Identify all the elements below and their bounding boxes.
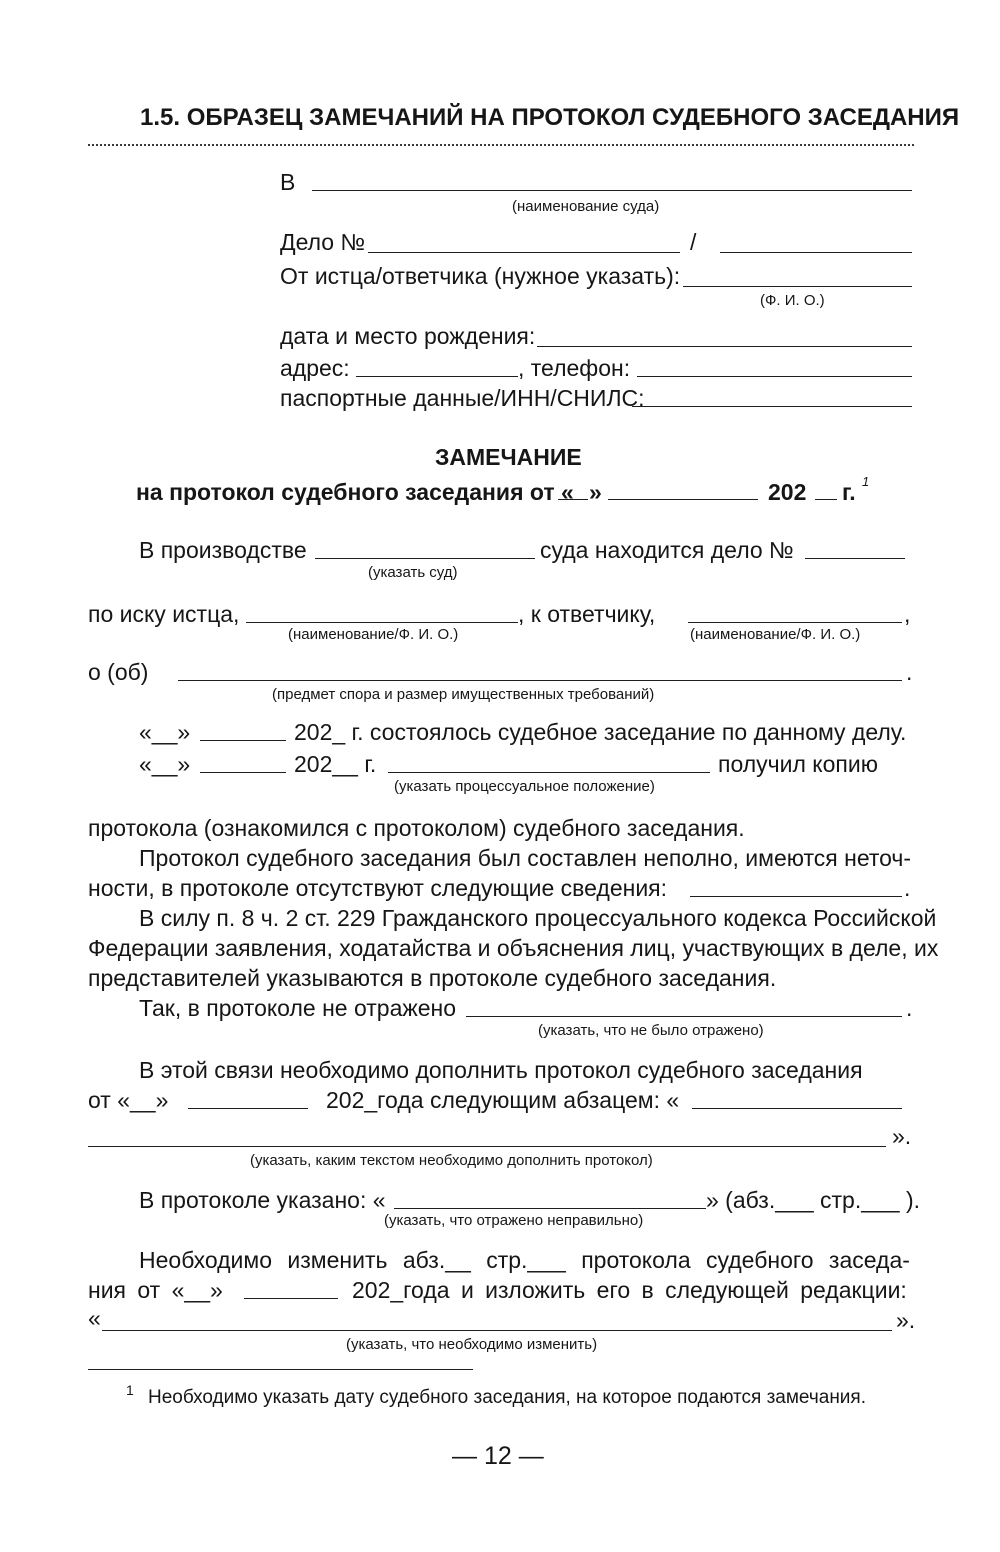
subtitle-month-field[interactable] xyxy=(608,499,758,500)
p3-text: о (об) xyxy=(88,659,149,685)
doc-title: ЗАМЕЧАНИЕ xyxy=(435,444,582,470)
p11-caption: (указать, что отражено неправильно) xyxy=(384,1212,644,1229)
p10-line2a: от «__» xyxy=(88,1087,169,1113)
p3-end: . xyxy=(906,659,913,685)
p2-text1: по иску истца, xyxy=(88,601,240,627)
footnote-number: 1 xyxy=(126,1382,134,1398)
p12-new-text-field[interactable] xyxy=(102,1330,892,1331)
case-separator: / xyxy=(690,229,697,255)
phone-label: , телефон: xyxy=(518,355,631,381)
footnote-text: Необходимо указать дату судебного заседания, на которое подаются замечания. xyxy=(148,1387,866,1408)
doc-subtitle-part1: на протокол судебного заседания от « xyxy=(136,479,574,505)
p9-caption: (указать, что не было отражено) xyxy=(538,1022,764,1039)
phone-field[interactable] xyxy=(637,376,912,377)
page-title: 1.5. ОБРАЗЕЦ ЗАМЕЧАНИЙ НА ПРОТОКОЛ СУДЕБНОГО ЗАСЕДАНИЯ xyxy=(140,104,960,131)
birth-field[interactable] xyxy=(537,346,912,347)
p2-defendant-field[interactable] xyxy=(688,622,902,623)
to-prefix: В xyxy=(280,169,296,195)
p7-line1: Протокол судебного заседания был составлен неполно, имеются неточ- xyxy=(139,845,912,871)
p10-text-field-1[interactable] xyxy=(692,1108,902,1109)
p11-text-b: » (абз.___ стр.___ ). xyxy=(706,1187,921,1213)
p9-text: Так, в протоколе не отражено xyxy=(139,995,457,1021)
passport-field[interactable] xyxy=(632,406,912,407)
p10-text-field-2[interactable] xyxy=(88,1146,886,1147)
subtitle-day-field[interactable] xyxy=(558,499,588,500)
case-label: Дело № xyxy=(280,229,366,255)
p10-line1: В этой связи необходимо дополнить протокол судебного заседания xyxy=(139,1057,863,1083)
p5-month-field[interactable] xyxy=(200,772,286,773)
dotted-divider xyxy=(88,144,914,146)
address-label: адрес: xyxy=(280,355,350,381)
p3-subject-field[interactable] xyxy=(178,680,902,681)
p1-court-field[interactable] xyxy=(315,558,535,559)
birth-label: дата и место рождения: xyxy=(280,323,536,349)
p12-line1: Необходимо изменить абз.__ стр.___ протокола судебного заседа- xyxy=(139,1247,910,1273)
from-label: От истца/ответчика (нужное указать): xyxy=(280,263,681,289)
doc-subtitle-g: г. xyxy=(842,479,856,505)
doc-subtitle-part2: » xyxy=(589,479,602,505)
p10-end: ». xyxy=(892,1123,912,1149)
p2-caption2: (наименование/Ф. И. О.) xyxy=(690,626,861,643)
p12-line2b: 202_года и изложить его в следующей редакции: xyxy=(352,1277,907,1303)
footnote-separator xyxy=(88,1369,473,1370)
p1-text1: В производстве xyxy=(139,537,307,563)
p2-text2: , к ответчику, xyxy=(518,601,656,627)
footnote-ref: 1 xyxy=(862,474,870,489)
p4-month-field[interactable] xyxy=(200,740,286,741)
p10-line2b: 202_года следующим абзацем: « xyxy=(326,1087,680,1113)
p12-line2a: ния от «__» xyxy=(88,1277,223,1303)
p7-missing-field[interactable] xyxy=(690,896,902,897)
p5-caption: (указать процессуальное положение) xyxy=(394,778,655,795)
p8-line1: В силу п. 8 ч. 2 ст. 229 Гражданского процессуального кодекса Российской xyxy=(139,905,937,931)
court-caption: (наименование суда) xyxy=(512,198,660,215)
p2-caption1: (наименование/Ф. И. О.) xyxy=(288,626,459,643)
p1-text2: суда находится дело № xyxy=(540,537,794,563)
page-number: — 12 — xyxy=(452,1442,544,1470)
p10-month-field[interactable] xyxy=(188,1108,308,1109)
p4-quote: «__» xyxy=(139,719,191,745)
p6-text: протокола (ознакомился с протоколом) судебного заседания. xyxy=(88,815,745,841)
p8-line3: представителей указываются в протоколе судебного заседания. xyxy=(88,965,777,991)
p5-end: получил копию xyxy=(718,751,878,777)
p12-month-field[interactable] xyxy=(244,1298,338,1299)
p12-open: « xyxy=(88,1305,101,1331)
p3-caption: (предмет спора и размер имущественных требований) xyxy=(272,686,655,703)
p10-caption: (указать, каким текстом необходимо дополнить протокол) xyxy=(250,1152,653,1169)
doc-subtitle-year: 202 xyxy=(768,479,807,505)
p8-line2: Федерации заявления, ходатайства и объяснения лиц, участвующих в деле, их xyxy=(88,935,939,961)
p12-caption: (указать, что необходимо изменить) xyxy=(346,1336,598,1353)
p11-wrong-field[interactable] xyxy=(394,1208,706,1209)
subtitle-year-field[interactable] xyxy=(815,499,837,500)
p12-end: ». xyxy=(896,1307,916,1333)
p2-end: , xyxy=(904,601,911,627)
p5-quote: «__» xyxy=(139,751,191,777)
court-name-field[interactable] xyxy=(312,190,912,191)
passport-label: паспортные данные/ИНН/СНИЛС: xyxy=(280,385,645,411)
p2-plaintiff-field[interactable] xyxy=(246,622,518,623)
p5-text: 202__ г. xyxy=(294,751,377,777)
p9-not-reflected-field[interactable] xyxy=(466,1016,902,1017)
case-number-suffix-field[interactable] xyxy=(720,252,912,253)
p5-position-field[interactable] xyxy=(388,772,710,773)
p7-end: . xyxy=(904,875,911,901)
p4-text: 202_ г. состоялось судебное заседание по данному делу. xyxy=(294,719,907,745)
p7-line2: ности, в протоколе отсутствуют следующие сведения: xyxy=(88,875,668,901)
fio-caption: (Ф. И. О.) xyxy=(760,292,825,309)
p11-text-a: В протоколе указано: « xyxy=(139,1187,386,1213)
fio-field[interactable] xyxy=(683,286,912,287)
p1-caption: (указать суд) xyxy=(368,564,458,581)
p9-end: . xyxy=(906,995,913,1021)
p1-case-field[interactable] xyxy=(805,558,905,559)
case-number-field[interactable] xyxy=(368,252,680,253)
address-field[interactable] xyxy=(356,376,518,377)
